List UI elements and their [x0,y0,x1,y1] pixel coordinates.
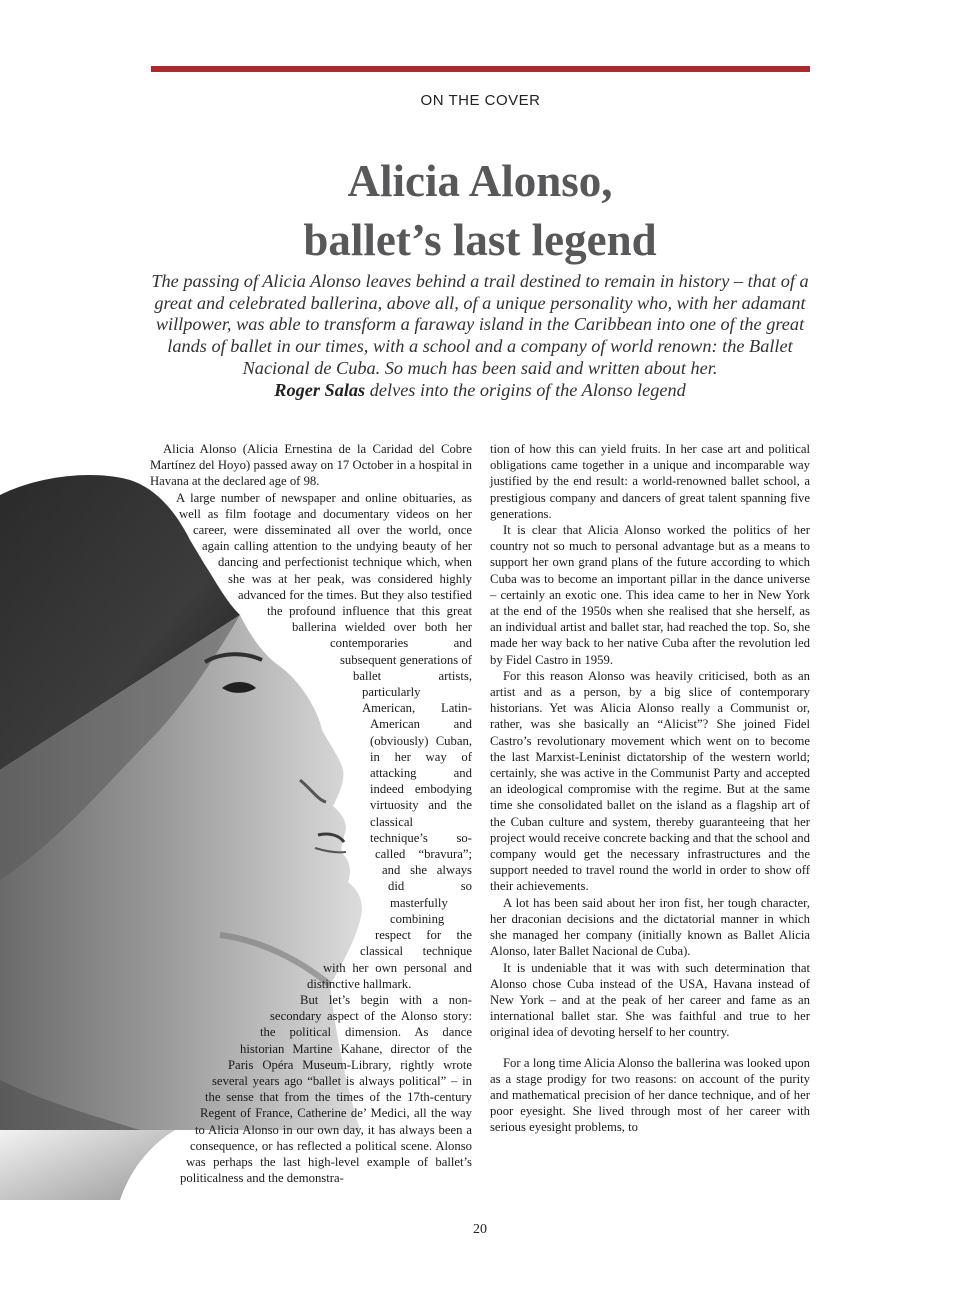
title-line-2: ballet’s last legend [303,215,657,265]
article-title [120,152,840,270]
standfirst-ending: delves into the origins of the Alonso legend [369,379,686,400]
right-paragraph-3: For this reason Alonso was heavily criticised, both as an artist and as a person, by a big slice of contemporary historians. Yet was Alicia Alonso really a Communist or, rather, was she basically an “Alicist”? She joined Fidel Castro’s revolutionary movement which went on to become the last Marxist-Leninist dictatorship of the western world; certainly, she was active in the Communist Party and accepted an ideological compromise with the regime. But at the same time she consolidated ballet on the island as a flagship art of the Cuban culture and system, thereby guaranteeing that her project would receive concrete backing and that the school and company would get the necessary infrastructures and the support needed to travel round the world in order to show off their achievements. [490,668,810,894]
section-top-rule [151,66,810,72]
right-paragraph-2: It is clear that Alicia Alonso worked the politics of her country not so much to personal advantage but as a means to support her own grand plans of the future according to which Cuba was to become an important pillar in the dance universe – certainly an exotic one. This idea came to her in New York at the end of the 1950s when she realised that she herself, as an individual artist and ballet star, had reached the top. So, she made her way back to her native Cuba after the revolution led by Fidel Castro in 1959. [490,523,810,667]
right-paragraph-6: For a long time Alicia Alonso the ballerina was looked upon as a stage prodigy for two reasons: on account of the purity and mathematical precision of her dance technique, and of her poor eyesight. She lived through most of her career with serious eyesight problems, to [490,1055,810,1135]
left-paragraph-2: A large number of newspaper and online obituaries, as well as film footage and documentary videos on her career, were disseminated all over the world, once again calling attention to the undying beauty of her dancing and perfectionist technique which, when she was at her peak, was considered highly advanced for the times. But they also testified the profound influence that this great ballerina wielded over both her contemporaries and subsequent generations of ballet artists, particularly American, Latin-American and (obviously) Cuban, in her way of attacking and indeed embodying virtuosity and the classical technique’s so-called “bravura”; and she always did so masterfully combining respect for the classical technique with her own personal and distinctive hallmark. [176,490,472,991]
article-standfirst [140,271,820,401]
right-paragraph-5: It is undeniable that it was with such determination that Alonso chose Cuba instead of the USA, Havana instead of New York – and at the peak of her career and fame as an international ballet star. She was faithful and true to her original idea of devoting herself to her country. [490,960,810,1040]
right-paragraph-4: A lot has been said about her iron fist, her tough character, her draconian decisions and the dictatorial manner in which she managed her company (initially known as Ballet Alicia Alonso, later Ballet Nacional de Cuba). [490,895,810,959]
right-paragraph-1: tion of how this can yield fruits. In her case art and political obligations came together in a unique and incomparable way justified by the end result: a world-renowned ballet school, a prestigious company and dancers of great talent spanning five generations. [490,442,810,521]
title-line-1: Alicia Alonso, [347,156,613,206]
standfirst-text: The passing of Alicia Alonso leaves behind a trail destined to remain in history – that of a great and celebrated ballerina, above all, of a unique personality who, with her adamant willpower, was able to transform a faraway island in the Caribbean into one of the great lands of ballet in our times, with a school and a company of world renown: the Ballet Nacional de Cuba. So much has been said and written about her. [151,271,809,378]
left-paragraph-1: Alicia Alonso (Alicia Ernestina de la Caridad del Cobre Martínez del Hoyo) passed away on 17 October in a hospital in Havana at the declared age of 98. [150,442,472,489]
author-name: Roger Salas [274,379,366,400]
article-column-left [150,441,472,1299]
article-column-right [490,441,810,1136]
left-paragraph-3: But let’s begin with a non-secondary aspect of the Alonso story: the political dimension. As dance historian Martine Kahane, director of the Paris Opéra Museum-Library, rightly wrote several years ago “ballet is always political” – in the sense that from the times of the 17th-century Regent of France, Catherine de’ Medici, all the way to Alicia Alonso in our own day, it has always been a consequence, or has reflected a political scene. Alonso was perhaps the last high-level example of ballet’s politicalness and the demonstra- [180,992,472,1186]
page-number: 20 [473,1222,487,1237]
section-label: ON THE COVER [420,92,541,109]
